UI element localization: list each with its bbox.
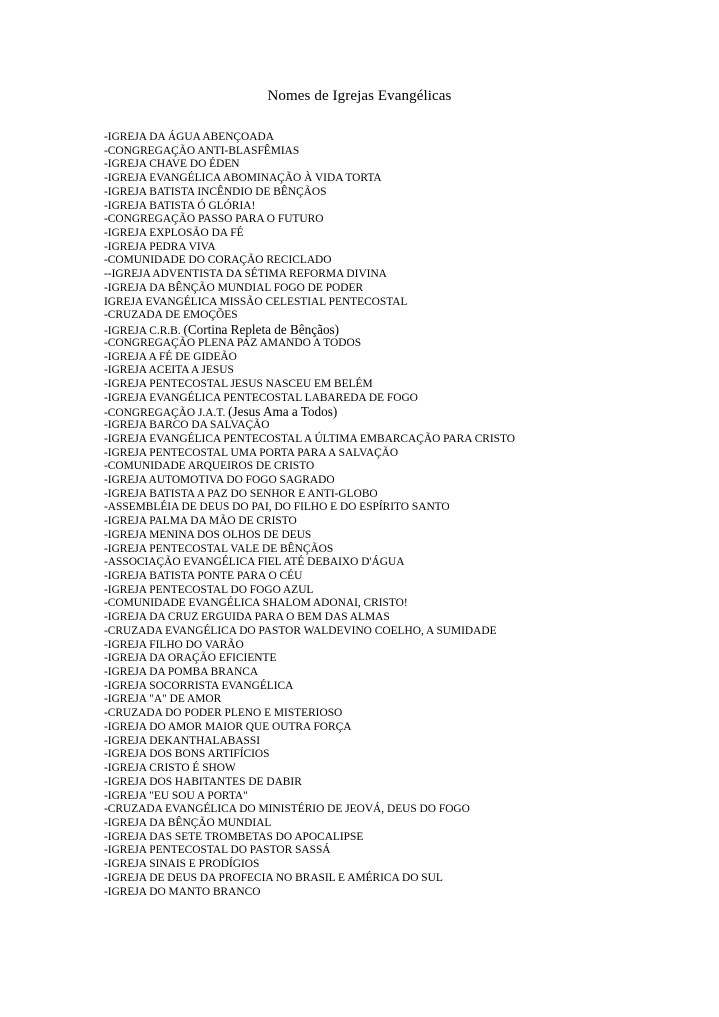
list-item: -IGREJA DA CRUZ ERGUIDA PARA O BEM DAS ALMAS: [104, 611, 390, 624]
list-item: -IGREJA DOS BONS ARTIFÍCIOS: [104, 748, 270, 761]
list-item: -IGREJA BATISTA PONTE PARA O CÉU: [104, 570, 303, 582]
list-item: -IGREJA DEKANTHALABASSI: [104, 734, 260, 747]
list-item: -IGREJA CHAVE DO ÉDEN: [104, 158, 240, 171]
list-item: -CONGREGAÇÃO PASSO PARA O FUTURO: [104, 213, 324, 226]
list-item: -ASSEMBLÉIA DE DEUS DO PAI, DO FILHO E DO ESPÍRITO SANTO: [104, 501, 450, 514]
list-item: -IGREJA DOS HABITANTES DE DABIR: [104, 775, 302, 788]
list-item: -IGREJA PENTECOSTAL DO PASTOR SASSÁ: [104, 844, 331, 857]
list-item: -IGREJA AUTOMOTIVA DO FOGO SAGRADO: [104, 473, 335, 486]
church-name-list: [104, 131, 515, 899]
list-item: -IGREJA BATISTA Ó GLÓRIA!: [104, 199, 256, 212]
list-item: -IGREJA "A" DE AMOR: [104, 693, 222, 706]
list-item: -IGREJA DA POMBA BRANCA: [104, 666, 259, 679]
list-item: -IGREJA MENINA DOS OLHOS DE DEUS: [104, 528, 312, 541]
list-item: -CRUZADA EVANGÉLICA DO MINISTÉRIO DE JEOVÁ, DEUS DO FOGO: [104, 803, 470, 816]
list-item: -CRUZADA DE EMOÇÕES: [104, 309, 238, 322]
list-item: -IGREJA SOCORRISTA EVANGÉLICA: [104, 679, 294, 692]
list-item: -IGREJA PENTECOSTAL VALE DE BÊNÇÃOS: [104, 542, 334, 555]
list-item: -IGREJA DA ORAÇÃO EFICIENTE: [104, 652, 277, 665]
list-item: -IGREJA DA ÁGUA ABENÇOADA: [104, 131, 274, 143]
list-item: IGREJA EVANGÉLICA MISSÃO CELESTIAL PENTECOSTAL: [104, 295, 408, 308]
list-item: -IGREJA ACEITA A JESUS: [104, 364, 234, 377]
list-item-abbreviation: -CONGREGAÇÃO J.A.T.: [104, 407, 229, 420]
list-item: -IGREJA DA BÊNÇÃO MUNDIAL: [104, 816, 272, 829]
list-item: -IGREJA EVANGÉLICA PENTECOSTAL A ÚLTIMA EMBARCAÇÃO PARA CRISTO: [104, 432, 515, 445]
list-item: -IGREJA FILHO DO VARÃO: [104, 638, 244, 651]
list-item-expansion: (Cortina Repleta de Bênçãos): [183, 322, 340, 338]
list-item: -IGREJA PENTECOSTAL DO FOGO AZUL: [104, 583, 314, 596]
list-item: [104, 323, 515, 337]
list-item: -IGREJA DA BÊNÇÃO MUNDIAL FOGO DE PODER: [104, 281, 364, 294]
list-item: -COMUNIDADE EVANGÉLICA SHALOM ADONAI, CRISTO!: [104, 597, 408, 610]
list-item: -CRUZADA EVANGÉLICA DO PASTOR WALDEVINO COELHO, A SUMIDADE: [104, 624, 497, 637]
list-item: -IGREJA PEDRA VIVA: [104, 240, 216, 253]
list-item: -IGREJA PENTECOSTAL JESUS NASCEU EM BELÉM: [104, 377, 373, 390]
list-item: -IGREJA DAS SETE TROMBETAS DO APOCALIPSE: [104, 830, 364, 843]
list-item: -IGREJA BATISTA A PAZ DO SENHOR E ANTI-GLOBO: [104, 487, 378, 500]
list-item: -IGREJA DO AMOR MAIOR QUE OUTRA FORÇA: [104, 720, 352, 733]
list-item: -IGREJA EVANGÉLICA PENTECOSTAL LABAREDA DE FOGO: [104, 391, 418, 404]
list-item: -CRUZADA DO PODER PLENO E MISTERIOSO: [104, 707, 343, 720]
list-item-abbreviation: -IGREJA C.R.B.: [104, 325, 184, 338]
list-item: -ASSOCIAÇÃO EVANGÉLICA FIEL ATÉ DEBAIXO D'ÁGUA: [104, 556, 405, 569]
list-item: -IGREJA PALMA DA MÃO DE CRISTO: [104, 515, 297, 528]
list-item: -CONGREGAÇÃO ANTI-BLASFÊMIAS: [104, 144, 300, 157]
list-item: -COMUNIDADE ARQUEIROS DE CRISTO: [104, 460, 315, 473]
list-item: -IGREJA SINAIS E PRODÍGIOS: [104, 858, 260, 871]
list-item: [104, 405, 515, 419]
list-item: -IGREJA "EU SOU A PORTA": [104, 789, 248, 802]
list-item: -IGREJA PENTECOSTAL UMA PORTA PARA A SALVAÇÃO: [104, 446, 399, 459]
list-item: -IGREJA A FÉ DE GIDEÃO: [104, 350, 237, 363]
list-item: -COMUNIDADE DO CORAÇÃO RECICLADO: [104, 254, 332, 267]
list-item-expansion: (Jesus Ama a Todos): [228, 404, 338, 420]
list-item: -IGREJA DO MANTO BRANCO: [104, 885, 261, 898]
list-item: -IGREJA BARCO DA SALVAÇÃO: [104, 419, 270, 432]
list-item: --IGREJA ADVENTISTA DA SÉTIMA REFORMA DIVINA: [104, 268, 387, 281]
list-item: -IGREJA CRISTO É SHOW: [104, 762, 236, 775]
list-item: -CONGREGAÇÃO PLENA PAZ AMANDO A TODOS: [104, 336, 362, 349]
list-item: -IGREJA BATISTA INCÊNDIO DE BÊNÇÃOS: [104, 185, 327, 198]
document-title: Nomes de Igrejas Evangélicas: [267, 88, 452, 104]
list-item: -IGREJA EVANGÉLICA ABOMINAÇÃO À VIDA TORTA: [104, 172, 382, 185]
list-item: -IGREJA DE DEUS DA PROFECIA NO BRASIL E AMÉRICA DO SUL: [104, 871, 443, 884]
list-item: -IGREJA EXPLOSÃO DA FÉ: [104, 227, 244, 240]
